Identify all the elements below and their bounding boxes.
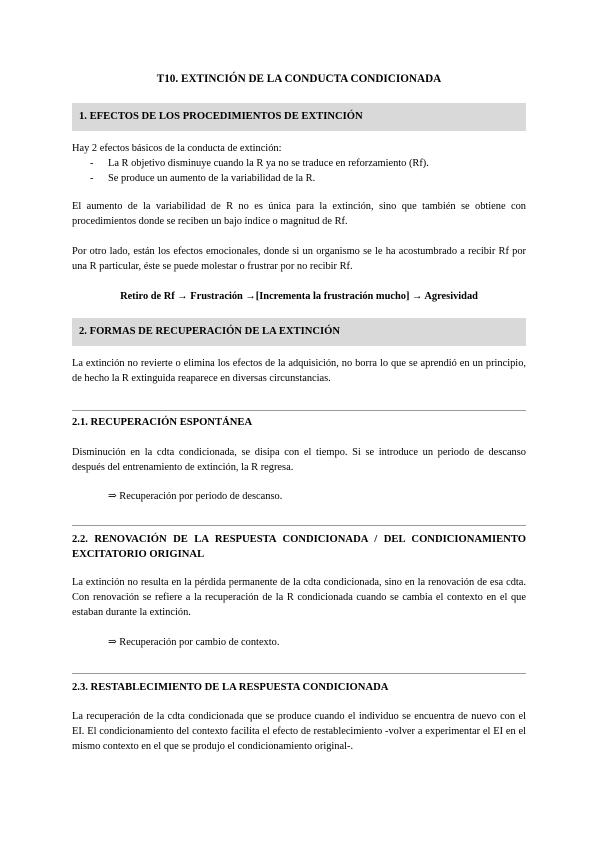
subsection-2-2-heading: 2.2. RENOVACIÓN DE LA RESPUESTA CONDICIONADA / DEL CONDICIONAMIENTO EXCITATORIO ORIGINAL — [72, 534, 526, 561]
section-2-heading: 2. FORMAS DE RECUPERACIÓN DE LA EXTINCIÓN — [79, 326, 341, 338]
document-title: T10. EXTINCIÓN DE LA CONDUCTA CONDICIONADA — [156, 73, 442, 85]
divider — [72, 673, 526, 674]
section-2-paragraph: La extinción no revierte o elimina los efectos de la adquisición, no borra lo que se aprendió en un principio, de hecho la R extinguida reaparece en diversas circunstancias. — [72, 358, 526, 384]
divider — [72, 525, 526, 526]
subsection-2-3-paragraph: La recuperación de la cdta condicionada que se produce cuando el individuo se encuentra de nuevo con el EI. El condicionamiento del contexto facilita el efecto de restablecimiento -volver a experimentar el EI en el mismo contexto en el que se produjo el condicionamiento original-. — [72, 711, 526, 752]
section-1-intro-block — [72, 142, 526, 186]
section-1-paragraph-2: Por otro lado, están los efectos emocionales, donde si un organismo se le ha acostumbrado a recibir Rf por una R particular, éste se puede molestar o frustrar por no recibir Rf. — [72, 246, 526, 272]
section-1-bullet: - La R objetivo disminuye cuando la R ya no se traduce en reforzamiento (Rf). — [72, 157, 526, 172]
subsection-2-1-heading: 2.1. RECUPERACIÓN ESPONTÁNEA — [72, 417, 253, 428]
section-1-intro: Hay 2 efectos básicos de la conducta de extinción: — [72, 143, 282, 154]
divider — [72, 410, 526, 411]
section-2-heading-box — [72, 318, 526, 346]
subsection-2-2-arrow-note: ⇒ Recuperación por cambio de contexto. — [108, 637, 280, 648]
section-1-heading: 1. EFECTOS DE LOS PROCEDIMIENTOS DE EXTINCIÓN — [79, 111, 363, 123]
section-1-bullet: - Se produce un aumento de la variabilidad de la R. — [72, 172, 526, 187]
section-1-bullet-list — [72, 157, 526, 187]
section-1-heading-box — [72, 103, 526, 131]
subsection-2-1-arrow-note: ⇒ Recuperación por periodo de descanso. — [108, 491, 283, 502]
subsection-2-2-paragraph: La extinción no resulta en la pérdida permanente de la cdta condicionada, sino en la renovación de esa cdta. Con renovación se refiere a la recuperación de la R condicionada cuando se cambia el contexto en el que estaban durante la extinción. — [72, 577, 526, 618]
section-1-formula: Retiro de Rf → Frustración →[Incrementa la frustración mucho] → Agresividad — [120, 291, 478, 302]
section-1-paragraph-1: El aumento de la variabilidad de R no es única para la extinción, sino que también se obtiene con procedimientos donde se reciben un bajo índice o magnitud de Rf. — [72, 201, 526, 227]
subsection-2-3-heading: 2.3. RESTABLECIMIENTO DE LA RESPUESTA CONDICIONADA — [72, 682, 389, 693]
subsection-2-1-paragraph: Disminución en la cdta condicionada, se disipa con el tiempo. Si se introduce un periodo de descanso después del entrenamiento de extinción, la R regresa. — [72, 447, 526, 473]
